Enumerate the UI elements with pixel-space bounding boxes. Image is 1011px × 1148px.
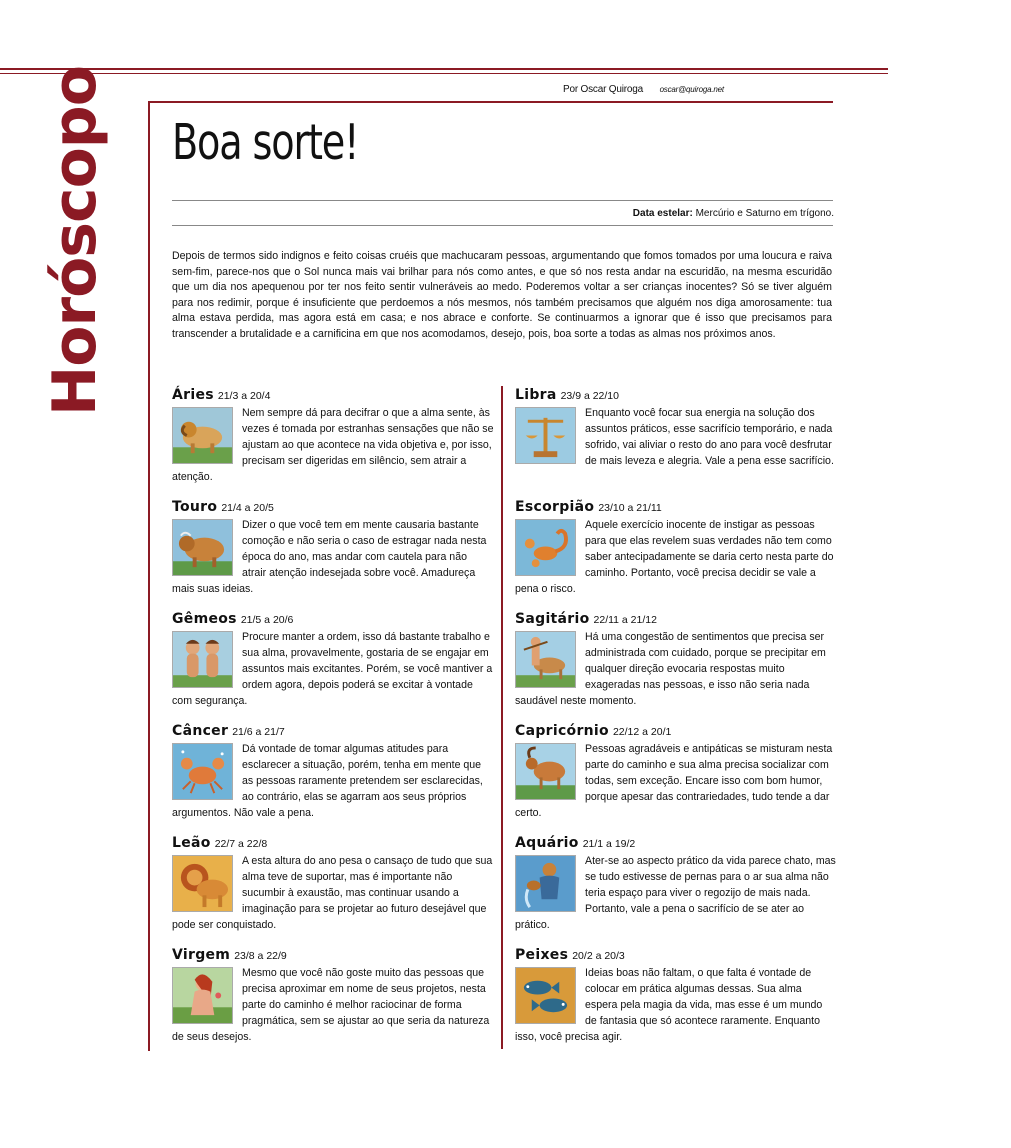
top-rule — [0, 68, 888, 70]
sign-name: Capricórnio — [515, 723, 609, 739]
capricorn-goat-icon — [515, 743, 576, 800]
sign-dates: 21/6 a 21/7 — [232, 726, 285, 738]
sign-dates: 22/7 a 22/8 — [214, 838, 268, 850]
sign-dates: 23/8 a 22/9 — [234, 950, 287, 962]
sagittarius-centaur-icon — [515, 631, 576, 688]
gemini-twins-icon — [172, 631, 233, 688]
sign-aries — [172, 387, 494, 485]
libra-scales-icon — [515, 407, 576, 464]
sign-dates: 21/3 a 20/4 — [217, 390, 271, 402]
author-email: oscar@quiroga.net — [659, 85, 724, 94]
sign-aquarius — [515, 835, 837, 933]
sign-gemini — [172, 611, 494, 709]
sign-text: Enquanto você focar sua energia na solução dos assuntos práticos, esse sacrifício temporário, e nada sofrido, vai aliviar o resto do ano para você desfrutar de mais leveza e alegria. Vale a pena esse sacrifício. — [585, 407, 834, 467]
sign-text: Ater-se ao aspecto prático da vida parece chato, mas se tudo estivesse de pernas para o ar sua alma não teria espaço para viver o regozijo de mais nada. Portanto, vale a pena o sacrifício de se ater ao prático. — [515, 855, 836, 931]
sign-text: Mesmo que você não goste muito das pessoas que precisa aproximar em nome de seus projetos, nesta parte do caminho é melhor raciocinar de forma pragmática, sem se ajustar ao que seria da natureza de seus desejos. — [172, 967, 490, 1043]
sign-scorpio — [515, 499, 837, 597]
sign-text: Ideias boas não faltam, o que falta é vontade de colocar em prática algumas dessas. Sua alma espera pela magia da vida, mas esse é um mundo de fantasia que só acontece raramente. Enquanto isso, você precisa agir. — [515, 967, 823, 1043]
sign-text: Dá vontade de tomar algumas atitudes para esclarecer a situação, porém, tenha em mente que as pessoas raramente pretendem ser esclarecidas, ao contrário, elas se agarram aos seus próprios argumentos. Não vale a pena. — [172, 743, 483, 819]
taurus-bull-icon — [172, 519, 233, 576]
stellar-rule — [172, 225, 833, 226]
stellar-text: Mercúrio e Saturno em trígono. — [695, 208, 834, 219]
byline — [563, 84, 724, 95]
sign-name: Leão — [172, 835, 211, 851]
sign-name: Peixes — [515, 947, 569, 963]
sign-text: Há uma congestão de sentimentos que precisa ser administrada com cuidado, porque se precipitar em qualquer direção evocaria respostas muito exageradas nas pessoas, e isso não seria nada saudável neste momento. — [515, 631, 826, 707]
sign-cancer — [172, 723, 494, 821]
author: Por Oscar Quiroga — [563, 84, 643, 95]
sign-dates: 23/10 a 21/11 — [598, 502, 662, 514]
sign-pisces — [515, 947, 837, 1045]
stellar-label: Data estelar: — [632, 208, 693, 219]
cancer-crab-icon — [172, 743, 233, 800]
sign-libra — [515, 387, 837, 469]
sign-capricorn — [515, 723, 837, 821]
sign-text: Dizer o que você tem em mente causaria bastante comoção e não seria o caso de estragar nada nesta época do ano, mas andar com cautela para não atrair atenção indesejada sobre você. Amadureça mais suas ideias. — [172, 519, 487, 595]
sign-virgo — [172, 947, 494, 1045]
sign-dates: 21/4 a 20/5 — [221, 502, 274, 514]
top-rule-thin — [0, 73, 888, 74]
frame-left-rule — [148, 101, 150, 1051]
intro-paragraph: Depois de termos sido indignos e feito coisas cruéis que machucaram pessoas, argumentando que fomos tomados por uma loucura e raiva sem-fim, parece-nos que o Sol nunca mais vai brilhar para nós como antes, e que só nos resta andar na escuridão, na mesma escuridão que um dia nos apequenou por ter nos feito sentir vulneráveis ao medo. Poderemos voltar a ser crianças inocentes? Só se tiver alguém para nos redimir, porque é insuficiente que perdoemos a nós mesmos, nós também precisamos que alguém nos diga amorosamente: tua alma estava perdida, mas agora está em casa; e nos abrace e conforte. Se continuarmos a ignorar que é isso que precisamos para transcender a brutalidade e a carnificina em que nos acomodamos, desejo, pois, boa sorte a todas as almas nos próximos anos. — [172, 250, 832, 340]
headline: Boa sorte! — [172, 114, 359, 171]
pisces-fish-icon — [515, 967, 576, 1024]
sign-taurus — [172, 499, 494, 597]
sign-dates: 23/9 a 22/10 — [560, 390, 619, 402]
section-title: Horóscopo — [40, 65, 110, 416]
headline-rule — [172, 200, 833, 201]
leo-lion-icon — [172, 855, 233, 912]
sign-name: Áries — [172, 387, 214, 403]
sign-name: Touro — [172, 499, 218, 515]
column-divider — [501, 386, 503, 1049]
sign-name: Escorpião — [515, 499, 595, 515]
aries-ram-icon — [172, 407, 233, 464]
scorpio-scorpion-icon — [515, 519, 576, 576]
virgo-maiden-icon — [172, 967, 233, 1024]
sign-text: A esta altura do ano pesa o cansaço de tudo que sua alma teve de suportar, mas é importante não sucumbir à exaustão, mas continuar usando a imaginação para se projetar ao futuro desejável que pode ser conquistado. — [172, 855, 493, 931]
aquarius-water-bearer-icon — [515, 855, 576, 912]
sign-name: Aquário — [515, 835, 579, 851]
sign-dates: 22/11 a 21/12 — [593, 614, 657, 626]
sign-name: Libra — [515, 387, 557, 403]
sign-dates: 22/12 a 20/1 — [612, 726, 672, 738]
sign-sagittarius — [515, 611, 837, 709]
sign-name: Sagitário — [515, 611, 590, 627]
sign-name: Gêmeos — [172, 611, 237, 627]
sign-dates: 21/1 a 19/2 — [582, 838, 636, 850]
sign-name: Virgem — [172, 947, 231, 963]
sign-name: Câncer — [172, 723, 229, 739]
sign-leo — [172, 835, 494, 933]
sign-text: Aquele exercício inocente de instigar as pessoas para que elas revelem suas verdades não tem como saber antecipadamente se daria certo nesta parte do caminho. Portanto, você precisa decidir se vale a pena o risco. — [515, 519, 834, 595]
sign-dates: 20/2 a 20/3 — [572, 950, 625, 962]
sign-dates: 21/5 a 20/6 — [240, 614, 294, 626]
sign-text: Procure manter a ordem, isso dá bastante trabalho e sua alma, provavelmente, gostaria de se engajar em assuntos mais excitantes. Porém, se você mantiver a ordem agora, depois poderá se excitar à vontade com segurança. — [172, 631, 493, 707]
sign-text: Nem sempre dá para decifrar o que a alma sente, às vezes é tomada por estranhas sensações que não se ajustam ao que acontece na vida objetiva e, por isso, precisam ser digeridas em silêncio, sem atrair a atenção. — [172, 407, 494, 483]
stellar-date — [633, 208, 834, 219]
frame-top-rule — [148, 101, 833, 103]
sign-text: Pessoas agradáveis e antipáticas se misturam nesta parte do caminho e sua alma precisa socializar com todas, sem exceção. Encare isso com bom humor, porque apesar das contrariedades, tudo tende a dar certo. — [515, 743, 833, 819]
